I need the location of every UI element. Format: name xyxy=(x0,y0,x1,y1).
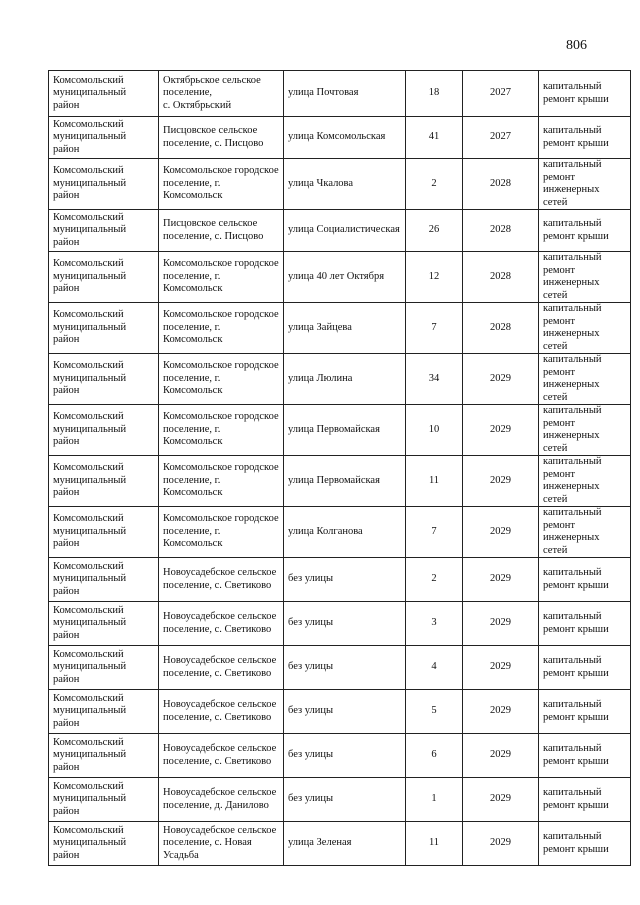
street-cell-text: без улицы xyxy=(288,749,334,761)
street-cell-text: улица Люлина xyxy=(288,372,353,384)
street-cell xyxy=(284,354,406,405)
settlement-cell-text: Новоусадебское сельское поселение, д. Данилово xyxy=(163,787,277,811)
year-cell xyxy=(463,602,539,646)
district-cell xyxy=(49,507,159,558)
district-cell-text: Комсомольский муниципальный район xyxy=(53,513,127,550)
street-cell xyxy=(284,405,406,456)
work-type-cell-text: капитальный ремонт крыши xyxy=(543,218,609,242)
settlement-cell-text: Комсомольское городское поселение, г. Комсомольск xyxy=(163,258,279,295)
settlement-cell-text: Новоусадебское сельское поселение, с. Светиково xyxy=(163,743,277,767)
work-type-cell xyxy=(539,822,631,866)
work-type-cell-text: капитальный ремонт крыши xyxy=(543,699,609,723)
district-cell-text: Комсомольский муниципальный район xyxy=(53,211,127,248)
year-cell xyxy=(463,159,539,210)
house-number-cell-text: 5 xyxy=(431,705,437,717)
settlement-cell xyxy=(159,252,284,303)
street-cell xyxy=(284,778,406,822)
settlement-cell-text: Комсомольское городское поселение, г. Комсомольск xyxy=(163,513,279,550)
district-cell-text: Комсомольский муниципальный район xyxy=(53,780,127,817)
district-cell xyxy=(49,456,159,507)
district-cell-text: Комсомольский муниципальный район xyxy=(53,604,127,641)
year-cell xyxy=(463,558,539,602)
house-number-cell xyxy=(406,602,463,646)
work-type-cell xyxy=(539,159,631,210)
settlement-cell-text: Новоусадебское сельское поселение, с. Новая Усадьба xyxy=(163,824,277,861)
year-cell xyxy=(463,210,539,252)
house-number-cell xyxy=(406,734,463,778)
house-number-cell xyxy=(406,159,463,210)
street-cell xyxy=(284,210,406,252)
work-type-cell xyxy=(539,456,631,507)
work-type-cell-text: капитальный ремонт инженерных сетей xyxy=(543,507,602,556)
house-number-cell xyxy=(406,456,463,507)
street-cell xyxy=(284,71,406,117)
house-number-cell-text: 10 xyxy=(428,423,440,435)
year-cell xyxy=(463,405,539,456)
street-cell xyxy=(284,602,406,646)
house-number-cell xyxy=(406,646,463,690)
street-cell xyxy=(284,734,406,778)
work-type-cell-text: капитальный ремонт крыши xyxy=(543,743,609,767)
district-cell-text: Комсомольский муниципальный район xyxy=(53,462,127,499)
settlement-cell-text: Комсомольское городское поселение, г. Комсомольск xyxy=(163,360,279,397)
year-cell-text: 2029 xyxy=(490,749,511,761)
work-type-cell xyxy=(539,117,631,159)
district-cell-text: Комсомольский муниципальный район xyxy=(53,165,127,202)
table-body xyxy=(49,71,631,866)
year-cell xyxy=(463,354,539,405)
table-row xyxy=(49,405,631,456)
settlement-cell xyxy=(159,602,284,646)
table-row xyxy=(49,558,631,602)
settlement-cell-text: Комсомольское городское поселение, г. Комсомольск xyxy=(163,309,279,346)
district-cell-text: Комсомольский муниципальный район xyxy=(53,648,127,685)
house-number-cell xyxy=(406,507,463,558)
year-cell-text: 2029 xyxy=(490,372,511,384)
district-cell xyxy=(49,71,159,117)
table-row xyxy=(49,159,631,210)
year-cell-text: 2028 xyxy=(490,321,511,333)
year-cell-text: 2029 xyxy=(490,661,511,673)
work-type-cell xyxy=(539,354,631,405)
settlement-cell-text: Новоусадебское сельское поселение, с. Светиково xyxy=(163,567,277,591)
year-cell-text: 2028 xyxy=(490,177,511,189)
settlement-cell-text: Новоусадебское сельское поселение, с. Светиково xyxy=(163,699,277,723)
house-number-cell xyxy=(406,210,463,252)
year-cell-text: 2029 xyxy=(490,573,511,585)
district-cell xyxy=(49,602,159,646)
work-type-cell xyxy=(539,507,631,558)
repair-schedule-table xyxy=(48,70,631,866)
street-cell-text: улица Зеленая xyxy=(288,837,352,849)
settlement-cell xyxy=(159,822,284,866)
district-cell-text: Комсомольский муниципальный район xyxy=(53,824,127,861)
district-cell xyxy=(49,117,159,159)
district-cell xyxy=(49,405,159,456)
table-row xyxy=(49,602,631,646)
house-number-cell-text: 12 xyxy=(428,270,440,282)
street-cell xyxy=(284,159,406,210)
year-cell-text: 2029 xyxy=(490,837,511,849)
work-type-cell xyxy=(539,405,631,456)
work-type-cell xyxy=(539,646,631,690)
year-cell-text: 2027 xyxy=(490,131,511,143)
page-number: 806 xyxy=(566,38,587,53)
settlement-cell-text: Комсомольское городское поселение, г. Комсомольск xyxy=(163,411,279,448)
work-type-cell xyxy=(539,778,631,822)
house-number-cell-text: 6 xyxy=(431,749,437,761)
street-cell xyxy=(284,252,406,303)
table-row xyxy=(49,822,631,866)
settlement-cell xyxy=(159,507,284,558)
year-cell-text: 2029 xyxy=(490,705,511,717)
district-cell xyxy=(49,778,159,822)
table-row xyxy=(49,507,631,558)
work-type-cell-text: капитальный ремонт инженерных сетей xyxy=(543,303,602,352)
district-cell-text: Комсомольский муниципальный район xyxy=(53,258,127,295)
year-cell-text: 2029 xyxy=(490,474,511,486)
street-cell xyxy=(284,646,406,690)
year-cell-text: 2029 xyxy=(490,617,511,629)
work-type-cell xyxy=(539,210,631,252)
settlement-cell xyxy=(159,405,284,456)
year-cell xyxy=(463,303,539,354)
district-cell-text: Комсомольский муниципальный район xyxy=(53,118,127,155)
year-cell xyxy=(463,734,539,778)
table-row xyxy=(49,117,631,159)
house-number-cell-text: 26 xyxy=(428,224,440,236)
street-cell-text: без улицы xyxy=(288,573,334,585)
house-number-cell-text: 18 xyxy=(428,87,440,99)
district-cell xyxy=(49,159,159,210)
district-cell xyxy=(49,690,159,734)
house-number-cell xyxy=(406,778,463,822)
house-number-cell xyxy=(406,71,463,117)
year-cell-text: 2029 xyxy=(490,525,511,537)
settlement-cell-text: Новоусадебское сельское поселение, с. Светиково xyxy=(163,655,277,679)
district-cell-text: Комсомольский муниципальный район xyxy=(53,309,127,346)
work-type-cell xyxy=(539,734,631,778)
work-type-cell-text: капитальный ремонт крыши xyxy=(543,125,609,149)
settlement-cell xyxy=(159,159,284,210)
house-number-cell-text: 3 xyxy=(431,617,437,629)
street-cell-text: без улицы xyxy=(288,617,334,629)
year-cell-text: 2029 xyxy=(490,793,511,805)
house-number-cell-text: 11 xyxy=(428,474,440,486)
year-cell-text: 2029 xyxy=(490,423,511,435)
street-cell xyxy=(284,822,406,866)
street-cell-text: улица Первомайская xyxy=(288,423,380,435)
year-cell-text: 2027 xyxy=(490,87,511,99)
house-number-cell-text: 34 xyxy=(428,372,440,384)
settlement-cell xyxy=(159,646,284,690)
settlement-cell xyxy=(159,210,284,252)
work-type-cell-text: капитальный ремонт инженерных сетей xyxy=(543,252,602,301)
district-cell-text: Комсомольский муниципальный район xyxy=(53,560,127,597)
district-cell xyxy=(49,822,159,866)
street-cell-text: улица Колганова xyxy=(288,525,363,537)
street-cell xyxy=(284,456,406,507)
work-type-cell-text: капитальный ремонт инженерных сетей xyxy=(543,354,602,403)
settlement-cell xyxy=(159,778,284,822)
street-cell-text: улица Комсомольская xyxy=(288,131,386,143)
work-type-cell-text: капитальный ремонт инженерных сетей xyxy=(543,456,602,505)
settlement-cell-text: Новоусадебское сельское поселение, с. Светиково xyxy=(163,611,277,635)
settlement-cell-text: Писцовское сельское поселение, с. Писцово xyxy=(163,218,264,242)
work-type-cell-text: капитальный ремонт инженерных сетей xyxy=(543,159,602,208)
house-number-cell xyxy=(406,252,463,303)
street-cell xyxy=(284,303,406,354)
settlement-cell-text: Комсомольское городское поселение, г. Комсомольск xyxy=(163,165,279,202)
year-cell xyxy=(463,690,539,734)
settlement-cell xyxy=(159,117,284,159)
work-type-cell-text: капитальный ремонт крыши xyxy=(543,567,609,591)
table-row xyxy=(49,252,631,303)
work-type-cell xyxy=(539,71,631,117)
house-number-cell-text: 1 xyxy=(431,793,437,805)
table-row xyxy=(49,303,631,354)
settlement-cell xyxy=(159,690,284,734)
work-type-cell-text: капитальный ремонт инженерных сетей xyxy=(543,405,602,454)
settlement-cell xyxy=(159,558,284,602)
work-type-cell-text: капитальный ремонт крыши xyxy=(543,81,609,105)
street-cell-text: без улицы xyxy=(288,661,334,673)
street-cell xyxy=(284,117,406,159)
year-cell xyxy=(463,822,539,866)
street-cell xyxy=(284,690,406,734)
settlement-cell xyxy=(159,734,284,778)
district-cell xyxy=(49,354,159,405)
district-cell-text: Комсомольский муниципальный район xyxy=(53,74,127,111)
street-cell-text: улица 40 лет Октября xyxy=(288,270,385,282)
house-number-cell xyxy=(406,354,463,405)
table-row xyxy=(49,690,631,734)
street-cell xyxy=(284,507,406,558)
work-type-cell-text: капитальный ремонт крыши xyxy=(543,655,609,679)
year-cell xyxy=(463,71,539,117)
district-cell xyxy=(49,303,159,354)
work-type-cell-text: капитальный ремонт крыши xyxy=(543,611,609,635)
table-row xyxy=(49,456,631,507)
house-number-cell xyxy=(406,822,463,866)
district-cell xyxy=(49,252,159,303)
table-row xyxy=(49,646,631,690)
district-cell xyxy=(49,210,159,252)
work-type-cell xyxy=(539,558,631,602)
settlement-cell xyxy=(159,71,284,117)
settlement-cell xyxy=(159,303,284,354)
year-cell-text: 2028 xyxy=(490,270,511,282)
district-cell-text: Комсомольский муниципальный район xyxy=(53,411,127,448)
year-cell xyxy=(463,778,539,822)
year-cell xyxy=(463,117,539,159)
street-cell xyxy=(284,558,406,602)
work-type-cell xyxy=(539,690,631,734)
street-cell-text: улица Чкалова xyxy=(288,177,354,189)
house-number-cell xyxy=(406,690,463,734)
year-cell xyxy=(463,252,539,303)
street-cell-text: улица Почтовая xyxy=(288,87,359,99)
house-number-cell xyxy=(406,558,463,602)
table-row xyxy=(49,778,631,822)
settlement-cell-text: Комсомольское городское поселение, г. Комсомольск xyxy=(163,462,279,499)
work-type-cell xyxy=(539,303,631,354)
house-number-cell-text: 7 xyxy=(431,525,437,537)
year-cell xyxy=(463,456,539,507)
house-number-cell xyxy=(406,117,463,159)
table-row xyxy=(49,734,631,778)
year-cell xyxy=(463,646,539,690)
street-cell-text: улица Социалистическая xyxy=(288,224,400,236)
work-type-cell-text: капитальный ремонт крыши xyxy=(543,831,609,855)
district-cell xyxy=(49,646,159,690)
work-type-cell xyxy=(539,602,631,646)
settlement-cell-text: Писцовское сельское поселение, с. Писцово xyxy=(163,125,264,149)
settlement-cell xyxy=(159,456,284,507)
house-number-cell-text: 11 xyxy=(428,837,440,849)
year-cell xyxy=(463,507,539,558)
house-number-cell xyxy=(406,405,463,456)
street-cell-text: без улицы xyxy=(288,705,334,717)
street-cell-text: улица Первомайская xyxy=(288,474,380,486)
settlement-cell xyxy=(159,354,284,405)
street-cell-text: улица Зайцева xyxy=(288,321,352,333)
table-row xyxy=(49,71,631,117)
work-type-cell xyxy=(539,252,631,303)
work-type-cell-text: капитальный ремонт крыши xyxy=(543,787,609,811)
district-cell-text: Комсомольский муниципальный район xyxy=(53,736,127,773)
house-number-cell-text: 2 xyxy=(431,177,437,189)
street-cell-text: без улицы xyxy=(288,793,334,805)
district-cell xyxy=(49,558,159,602)
house-number-cell-text: 2 xyxy=(431,573,437,585)
house-number-cell-text: 4 xyxy=(431,661,437,673)
house-number-cell-text: 41 xyxy=(428,131,440,143)
table-row xyxy=(49,354,631,405)
year-cell-text: 2028 xyxy=(490,224,511,236)
house-number-cell-text: 7 xyxy=(431,321,437,333)
district-cell xyxy=(49,734,159,778)
house-number-cell xyxy=(406,303,463,354)
district-cell-text: Комсомольский муниципальный район xyxy=(53,692,127,729)
settlement-cell-text: Октябрьское сельское поселение, с. Октябрьский xyxy=(163,74,261,111)
table-row xyxy=(49,210,631,252)
district-cell-text: Комсомольский муниципальный район xyxy=(53,360,127,397)
